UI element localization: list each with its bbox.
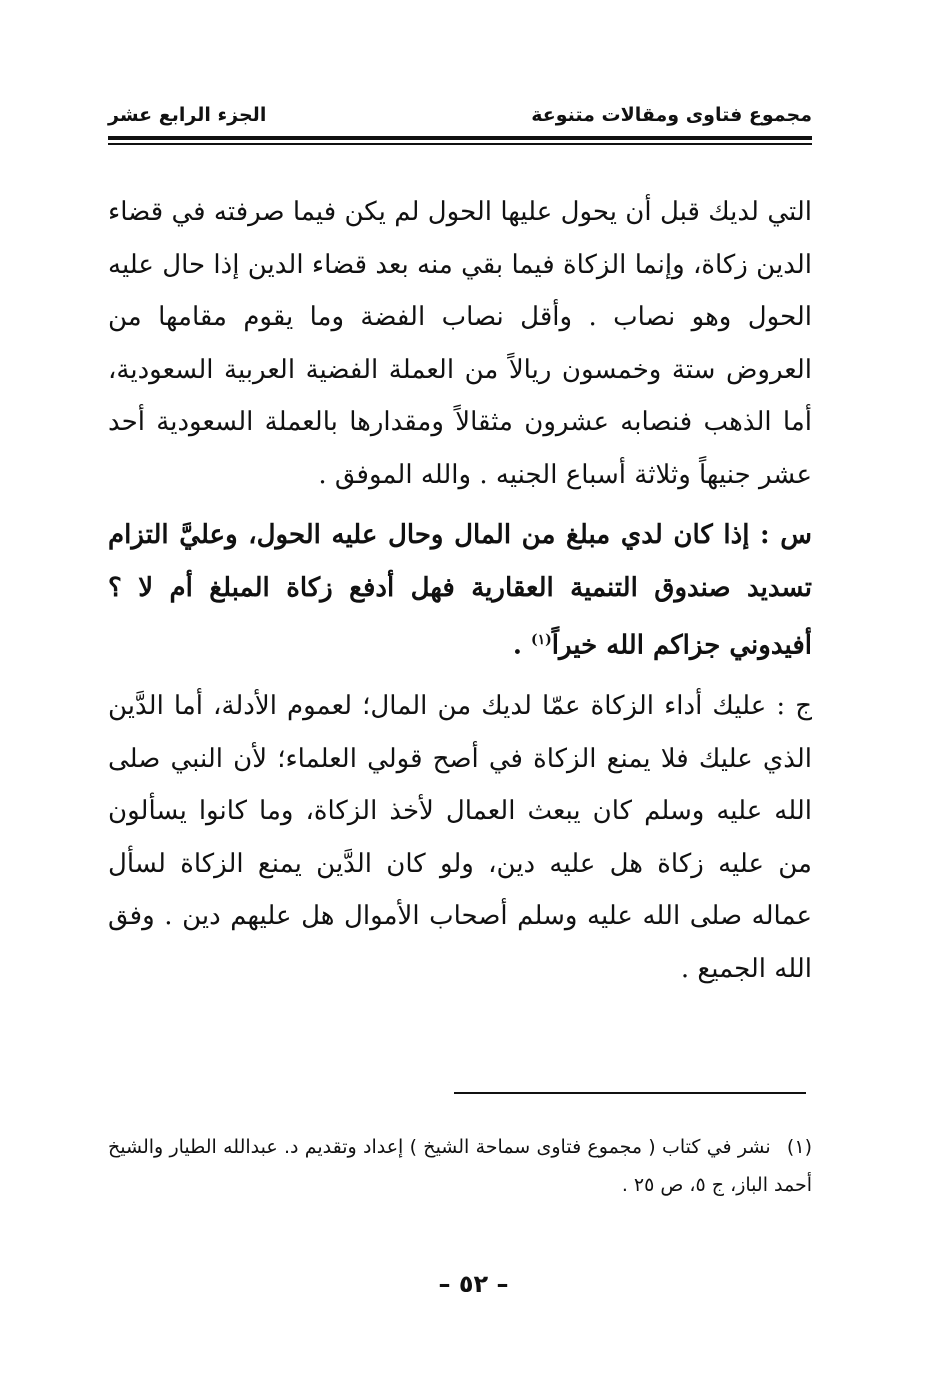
- header-rule-thin: [108, 143, 812, 145]
- page-number: – ٥٢ –: [438, 1270, 509, 1298]
- main-text: [108, 186, 812, 995]
- question-paragraph: [108, 509, 812, 672]
- header-rule-thick: [108, 136, 812, 140]
- question-text: س : إذا كان لدي مبلغ من المال وحال عليه الحول، وعليَّ التزام تسديد صندوق التنمية العقارية فهل أدفع زكاة المبلغ أم لا ؟ أفيدوني جزاكم الله خيراً: [108, 520, 812, 661]
- volume-title: الجزء الرابع عشر: [108, 104, 267, 126]
- answer-paragraph: ج : عليك أداء الزكاة عمّا لديك من المال؛ لعموم الأدلة، أما الدَّين الذي عليك فلا يمنع الزكاة في أصح قولي العلماء؛ لأن النبي صلى الله عليه وسلم كان يبعث العمال لأخذ الزكاة، وما كانوا يسألون من عليه زكاة هل عليه دين، ولو كان الدَّين يمنع الزكاة لسأل عماله صلى الله عليه وسلم أصحاب الأموال هل عليهم دين . وفق الله الجميع .: [108, 691, 812, 984]
- running-header: [108, 100, 812, 130]
- footnote-text: نشر في كتاب ( مجموع فتاوى سماحة الشيخ ) إعداد وتقديم د. عبدالله الطيار والشيخ أحمد الباز، ج ٥، ص ٢٥ .: [108, 1136, 812, 1196]
- footnote-number: (١): [786, 1136, 812, 1158]
- question-end: .: [512, 630, 531, 661]
- book-title: مجموع فتاوى ومقالات متنوعة: [531, 104, 812, 126]
- footnote-ref: (١): [530, 632, 552, 648]
- continuation-paragraph: التي لديك قبل أن يحول عليها الحول لم يكن فيما صرفته في قضاء الدين زكاة، وإنما الزكاة فيما بقي منه بعد قضاء الدين إذا حال عليه الحول وهو نصاب . وأقل نصاب الفضة وما يقوم مقامها من العروض ستة وخمسون ريالاً من العملة الفضية العربية السعودية، أما الذهب فنصابه عشرون مثقالاً ومقدارها بالعملة السعودية أحد عشر جنيهاً وثلاثة أسباع الجنيه . والله الموفق .: [108, 197, 812, 490]
- footnote-rule: [454, 1092, 806, 1094]
- footnote: [108, 1128, 812, 1204]
